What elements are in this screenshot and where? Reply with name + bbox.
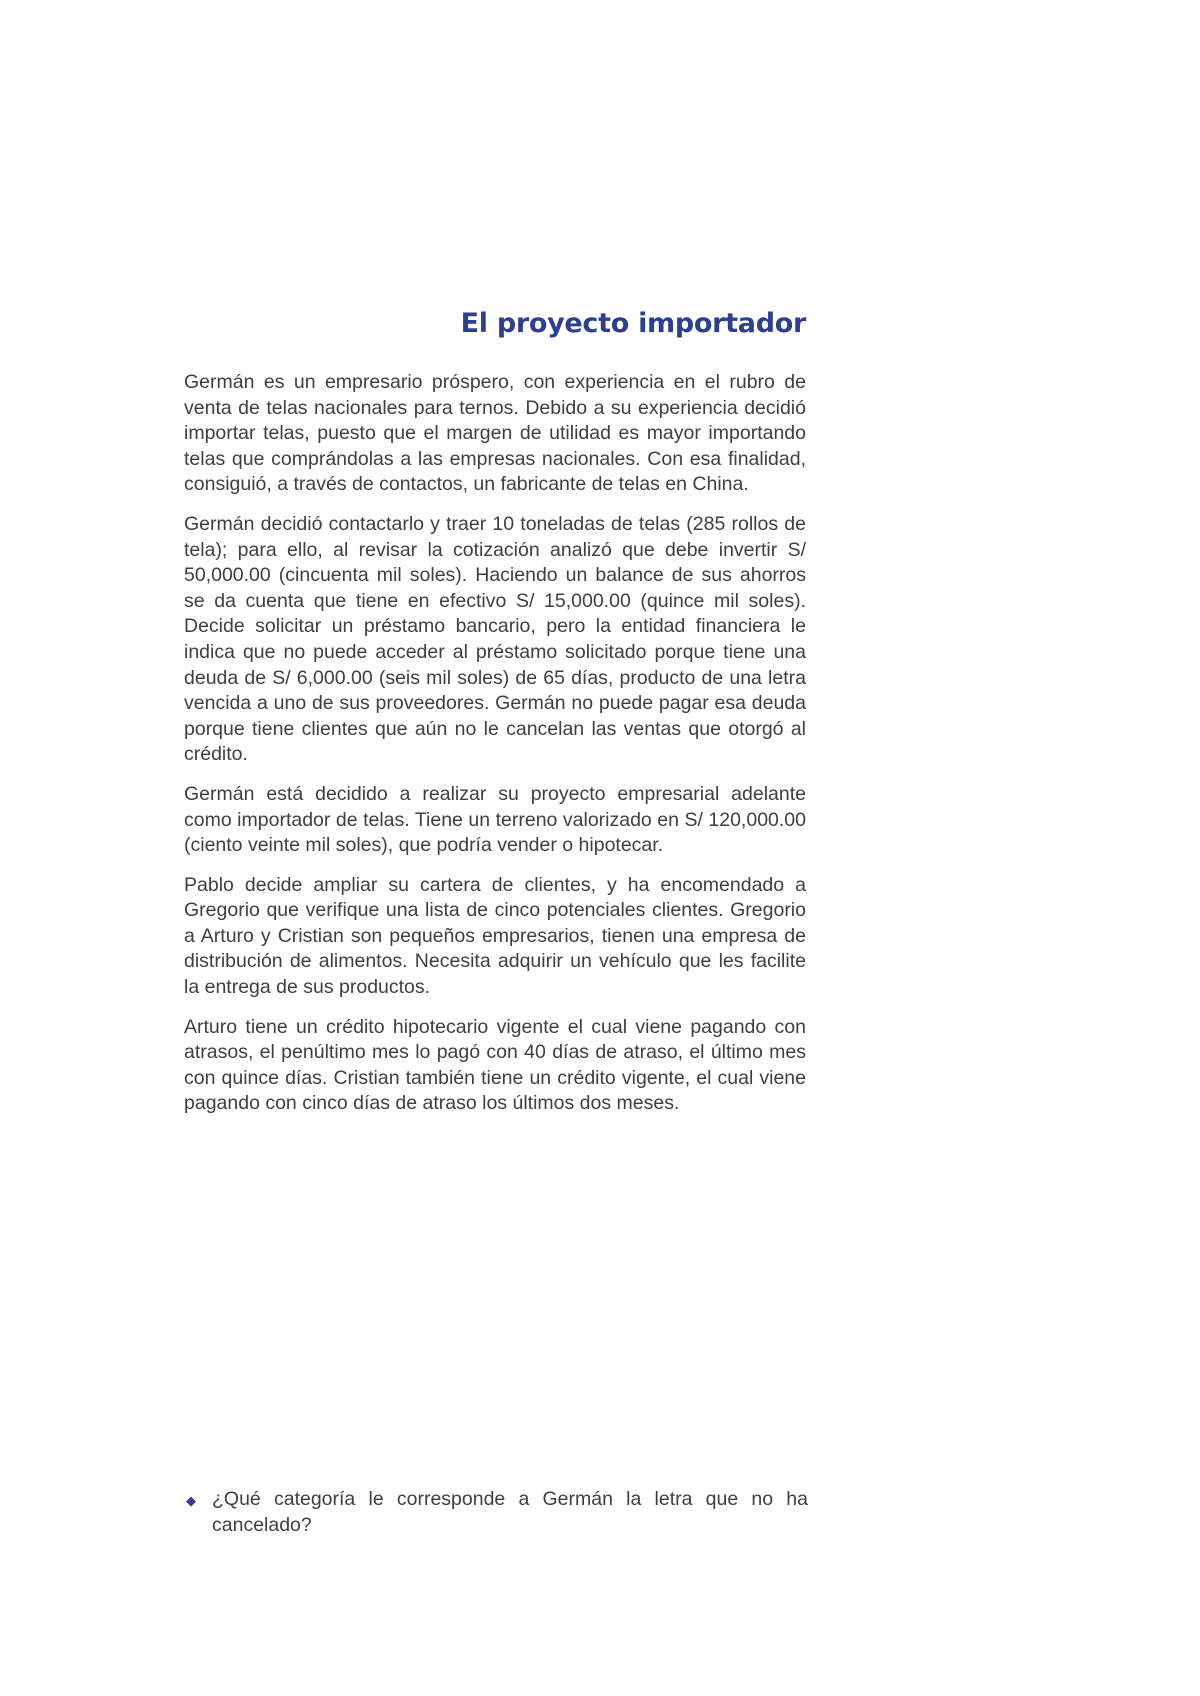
question-item	[186, 1487, 808, 1538]
question-text: ¿Qué categoría le corresponde a Germán la letra que no ha cancelado?	[212, 1488, 808, 1536]
paragraph-3: Germán está decidido a realizar su proyecto empresarial adelante como importador de telas. Tiene un terreno valorizado en S/ 120,000.00 (ciento veinte mil soles), que podría vender o hipotecar.	[184, 782, 806, 857]
diamond-bullet-icon: ◆	[186, 1493, 196, 1508]
paragraph-1: Germán es un empresario próspero, con experiencia en el rubro de venta de telas nacionales para ternos. Debido a su experiencia decidió importar telas, puesto que el margen de utilidad es mayor importando telas que comprándolas a las empresas nacionales. Con esa finalidad, consiguió, a través de contactos, un fabricante de telas en China.	[184, 371, 806, 496]
page-title: El proyecto importador	[460, 308, 806, 339]
main-content	[184, 306, 806, 1131]
paragraph-5: Arturo tiene un crédito hipotecario vigente el cual viene pagando con atrasos, el penúltimo mes lo pagó con 40 días de atraso, el último mes con quince días. Cristian también tiene un crédito vigente, el cual viene pagando con cinco días de atraso los últimos dos meses.	[184, 1015, 806, 1115]
paragraph-2: Germán decidió contactarlo y traer 10 toneladas de telas (285 rollos de tela); para ello, al revisar la cotización analizó que debe invertir S/ 50,000.00 (cincuenta mil soles). Haciendo un balance de sus ahorros se da cuenta que tiene en efectivo S/ 15,000.00 (quince mil soles). Decide solicitar un préstamo bancario, pero la entidad financiera le indica que no puede acceder al préstamo solicitado porque tiene una deuda de S/ 6,000.00 (seis mil soles) de 65 días, producto de una letra vencida a uno de sus proveedores. Germán no puede pagar esa deuda porque tiene clientes que aún no le cancelan las ventas que otorgó al crédito.	[184, 512, 806, 766]
paragraph-4: Pablo decide ampliar su cartera de clientes, y ha encomendado a Gregorio que verifique una lista de cinco potenciales clientes. Gregorio a Arturo y Cristian son pequeños empresarios, tienen una empresa de distribución de alimentos. Necesita adquirir un vehículo que les facilite la entrega de sus productos.	[184, 873, 806, 999]
